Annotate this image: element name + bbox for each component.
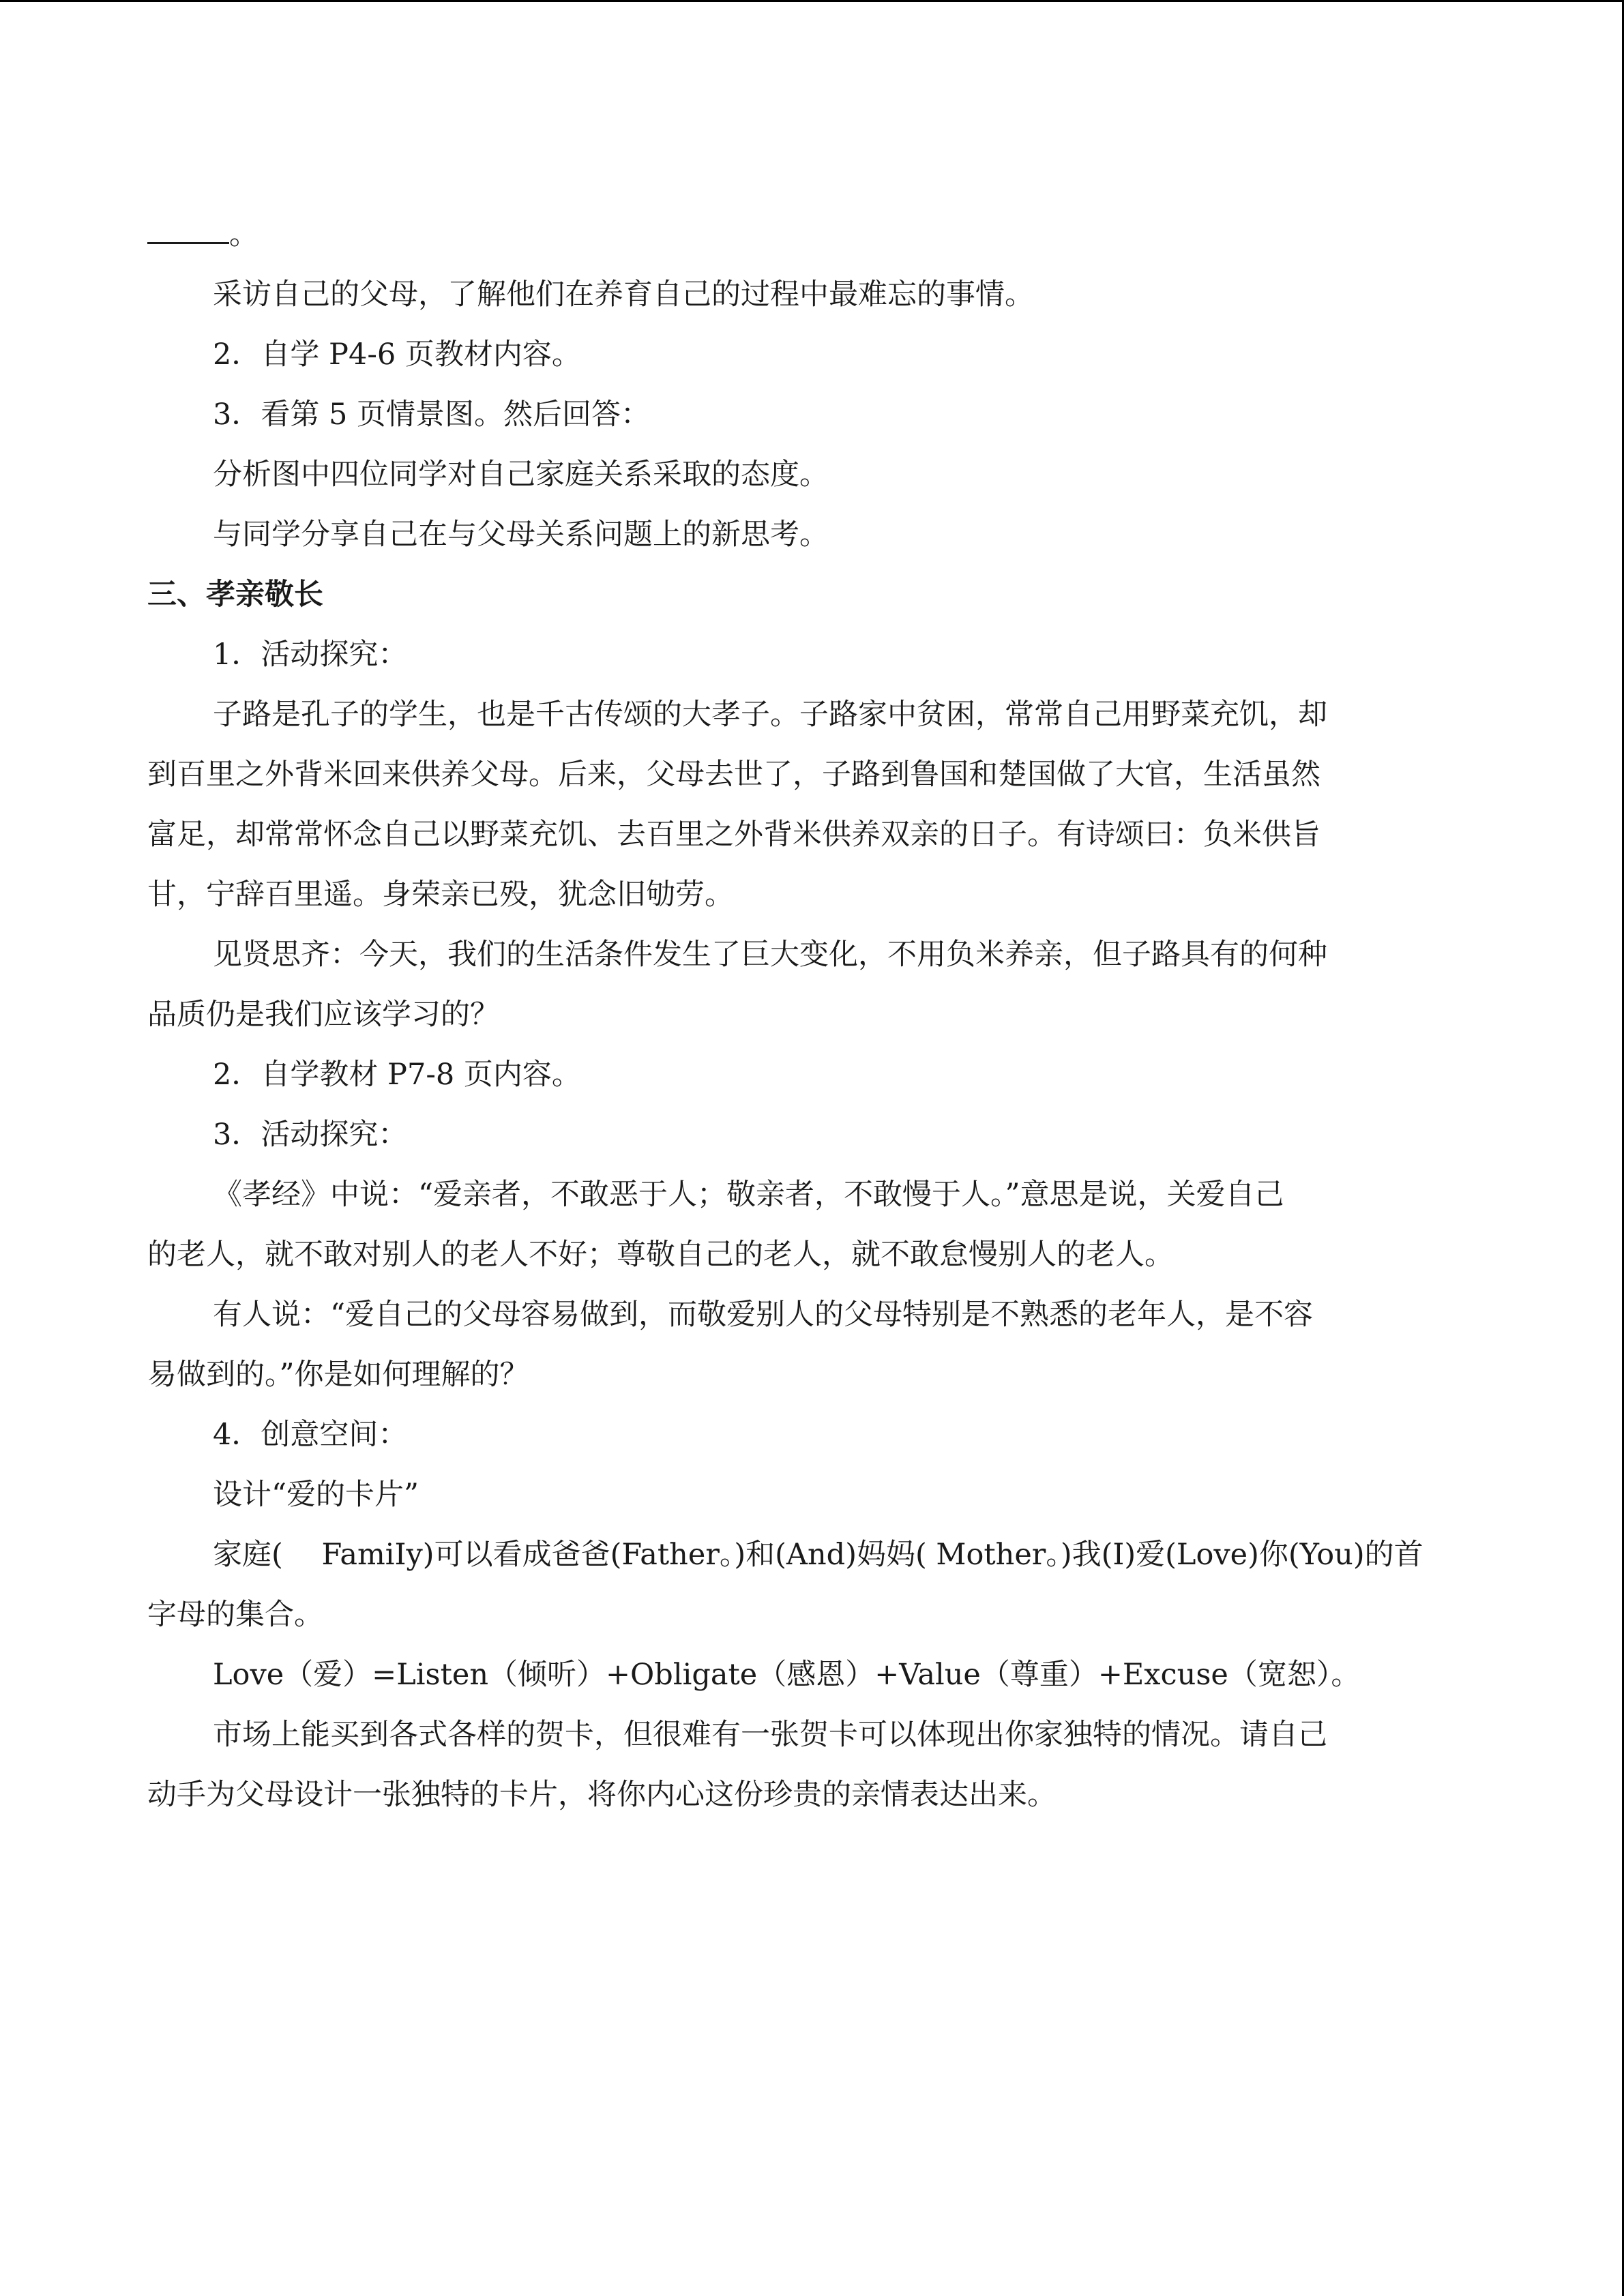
paragraph: 《孝经》中说：“爱亲者，不敢恶于人；敬亲者，不敢慢于人。”意思是说，关爱自己 (213, 1178, 1284, 1212)
paragraph-continued: 动手为父母设计一张独特的卡片，将你内心这份珍贵的亲情表达出来。 (147, 1778, 1057, 1812)
page-top-border (0, 0, 1624, 2)
paragraph-continued: 品质仍是我们应该学习的？ (147, 998, 499, 1032)
section-heading: 三、孝亲敬长 (147, 578, 323, 612)
document-body (147, 205, 1477, 1825)
paragraph: 3．活动探究： (213, 1118, 408, 1152)
paragraph: 家庭( FamiIy)可以看成爸爸(Father。)和(And)妈妈( Mother。)我(I)爱(Love)你(You)的首 (213, 1538, 1423, 1572)
paragraph: 2．自学 P4-6 页教材内容。 (213, 338, 581, 372)
paragraph: Love（爱）=Listen（倾听）+Obligate（感恩）+Value（尊重）+Excuse（宽恕）。 (213, 1658, 1361, 1692)
paragraph: 与同学分享自己在与父母关系问题上的新思考。 (213, 518, 829, 552)
paragraph: 子路是孔子的学生，也是千古传颂的大孝子。子路家中贫困，常常自己用野菜充饥，却 (213, 698, 1327, 732)
paragraph: 市场上能买到各式各样的贺卡，但很难有一张贺卡可以体现出你家独特的情况。请自己 (213, 1718, 1327, 1752)
blank-suffix: 。 (229, 218, 259, 252)
fill-in-blank (147, 215, 229, 244)
paragraph: 2．自学教材 P7-8 页内容。 (213, 1058, 581, 1092)
blank-line (147, 205, 1477, 265)
paragraph: 3．看第 5 页情景图。然后回答： (213, 398, 651, 432)
paragraph-continued: 富足，却常常怀念自己以野菜充饥、去百里之外背米供养双亲的日子。有诗颂曰：负米供旨 (147, 818, 1320, 852)
paragraph: 4．创意空间： (213, 1418, 408, 1452)
paragraph: 有人说：“爱自己的父母容易做到，而敬爱别人的父母特别是不熟悉的老年人，是不容 (213, 1298, 1313, 1332)
paragraph-continued: 字母的集合。 (147, 1598, 323, 1632)
paragraph: 采访自己的父母，了解他们在养育自己的过程中最难忘的事情。 (213, 278, 1034, 312)
paragraph-continued: 易做到的。”你是如何理解的？ (147, 1358, 529, 1392)
paragraph-continued: 到百里之外背米回来供养父母。后来，父母去世了，子路到鲁国和楚国做了大官，生活虽然 (147, 758, 1320, 792)
paragraph: 见贤思齐：今天，我们的生活条件发生了巨大变化，不用负米养亲，但子路具有的何种 (213, 938, 1327, 972)
paragraph: 1．活动探究： (213, 638, 408, 672)
paragraph-continued: 的老人，就不敢对别人的老人不好；尊敬自己的老人，就不敢怠慢别人的老人。 (147, 1238, 1174, 1272)
paragraph: 分析图中四位同学对自己家庭关系采取的态度。 (213, 458, 829, 492)
paragraph: 设计“爱的卡片” (213, 1478, 419, 1512)
paragraph-continued: 甘，宁辞百里遥。身荣亲已殁，犹念旧劬劳。 (147, 878, 734, 912)
